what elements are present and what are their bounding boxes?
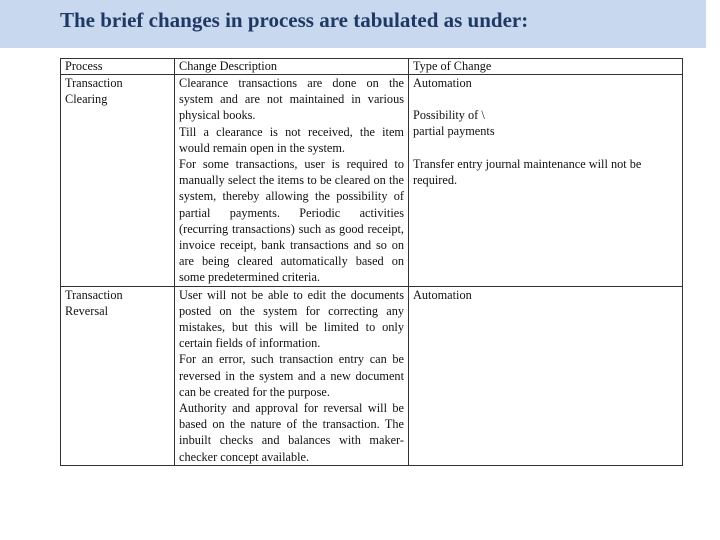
- description-cell: [175, 286, 409, 465]
- description-cell: [175, 75, 409, 287]
- spacer: [413, 140, 678, 156]
- description-paragraph: User will not be able to edit the documents posted on the system for correcting any mistakes, but this will be limited to only certain fields of information.: [179, 287, 404, 351]
- description-paragraph: Authority and approval for reversal will be based on the nature of the transaction. The inbuilt checks and balances with maker-checker concept available.: [179, 401, 404, 464]
- description-paragraph: For an error, such transaction entry can be reversed in the system and a new document can be created for the purpose.: [179, 352, 404, 399]
- table-row: [61, 286, 683, 465]
- spacer: [413, 91, 678, 107]
- type-cell: [409, 75, 683, 287]
- process-change-table: [60, 58, 683, 466]
- description-paragraph: Till a clearance is not received, the item would remain open in the system.: [179, 124, 404, 155]
- process-name: Transaction Reversal: [65, 287, 123, 318]
- description-paragraph: Clearance transactions are done on the system and are not maintained in various physical books.: [179, 76, 404, 123]
- process-cell: [61, 286, 175, 465]
- type-of-change-text: Transfer entry journal maintenance will not be required.: [413, 156, 642, 187]
- type-of-change-text: Possibility of \ partial payments: [413, 108, 495, 139]
- process-change-table-container: [60, 58, 682, 466]
- page-title: The brief changes in process are tabulated as under:: [60, 8, 529, 32]
- type-cell: [409, 286, 683, 465]
- title-bar: [0, 0, 706, 48]
- header-change-description: Change Description: [175, 59, 409, 75]
- table-row: [61, 75, 683, 287]
- process-name: Transaction Clearing: [65, 76, 123, 107]
- header-process: Process: [61, 59, 175, 75]
- table-header-row: [61, 59, 683, 75]
- type-of-change-text: Automation: [413, 76, 472, 90]
- header-type-of-change: Type of Change: [409, 59, 683, 75]
- process-cell: [61, 75, 175, 287]
- type-of-change-text: Automation: [413, 287, 472, 302]
- description-paragraph: For some transactions, user is required to manually select the items to be cleared on the system, thereby allowing the possibility of partial payments. Periodic activities (recurring transactions) such as good receipt, invoice receipt, bank transactions and so on are being cleared automatically based on some predetermined criteria.: [179, 157, 404, 285]
